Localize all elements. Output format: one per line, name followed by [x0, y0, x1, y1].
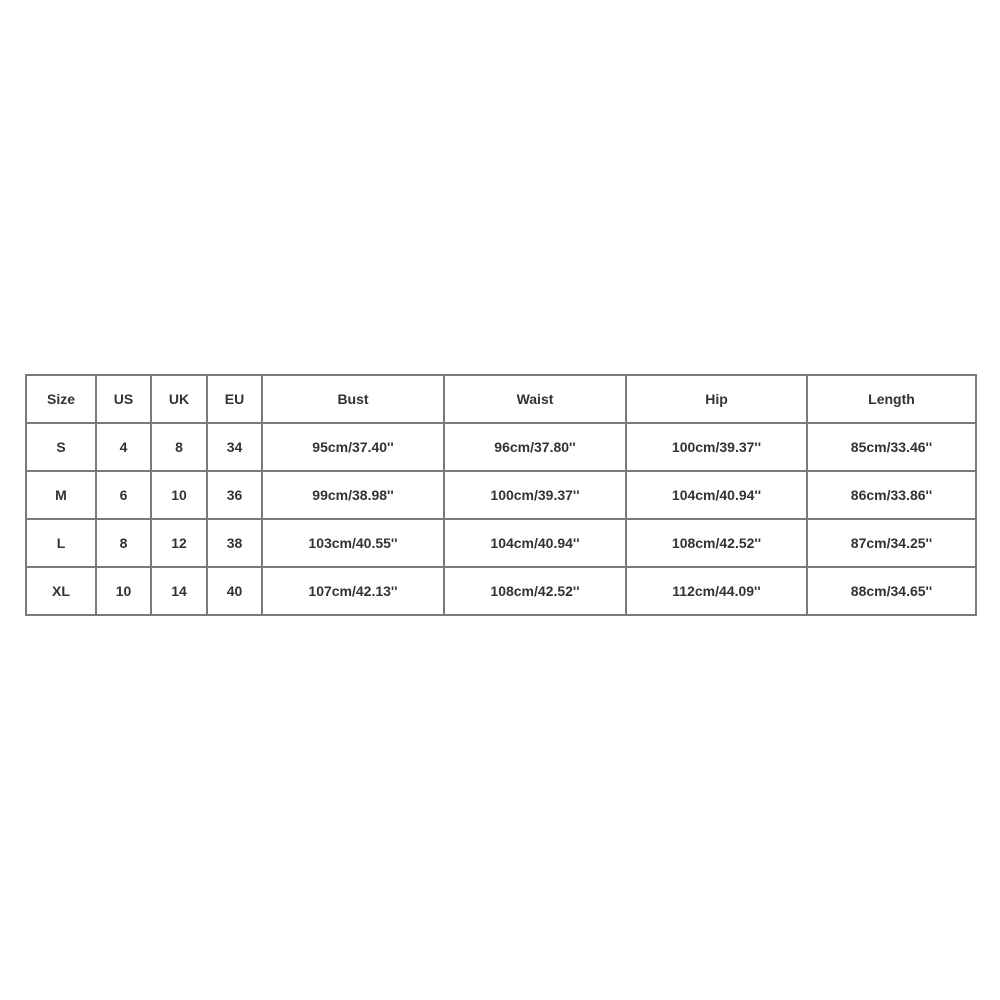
cell-eu: 36: [207, 471, 262, 519]
table-row: [26, 519, 976, 567]
header-waist: Waist: [444, 375, 626, 423]
cell-size: M: [26, 471, 96, 519]
cell-size: L: [26, 519, 96, 567]
cell-us: 4: [96, 423, 151, 471]
cell-waist: 104cm/40.94'': [444, 519, 626, 567]
cell-length: 88cm/34.65'': [807, 567, 976, 615]
cell-length: 86cm/33.86'': [807, 471, 976, 519]
header-uk: UK: [151, 375, 207, 423]
cell-waist: 100cm/39.37'': [444, 471, 626, 519]
cell-uk: 14: [151, 567, 207, 615]
table-row: [26, 471, 976, 519]
cell-us: 10: [96, 567, 151, 615]
cell-bust: 99cm/38.98'': [262, 471, 444, 519]
cell-us: 6: [96, 471, 151, 519]
cell-bust: 107cm/42.13'': [262, 567, 444, 615]
cell-bust: 95cm/37.40'': [262, 423, 444, 471]
cell-uk: 12: [151, 519, 207, 567]
header-eu: EU: [207, 375, 262, 423]
cell-eu: 34: [207, 423, 262, 471]
header-hip: Hip: [626, 375, 807, 423]
header-us: US: [96, 375, 151, 423]
header-row: [26, 375, 976, 423]
cell-eu: 40: [207, 567, 262, 615]
cell-hip: 104cm/40.94'': [626, 471, 807, 519]
cell-eu: 38: [207, 519, 262, 567]
cell-size: XL: [26, 567, 96, 615]
size-chart-table: [25, 374, 977, 616]
cell-waist: 108cm/42.52'': [444, 567, 626, 615]
cell-uk: 10: [151, 471, 207, 519]
table-row: [26, 423, 976, 471]
cell-waist: 96cm/37.80'': [444, 423, 626, 471]
header-bust: Bust: [262, 375, 444, 423]
cell-hip: 108cm/42.52'': [626, 519, 807, 567]
cell-size: S: [26, 423, 96, 471]
cell-length: 85cm/33.46'': [807, 423, 976, 471]
cell-hip: 100cm/39.37'': [626, 423, 807, 471]
cell-uk: 8: [151, 423, 207, 471]
table-row: [26, 567, 976, 615]
cell-hip: 112cm/44.09'': [626, 567, 807, 615]
cell-length: 87cm/34.25'': [807, 519, 976, 567]
cell-bust: 103cm/40.55'': [262, 519, 444, 567]
header-size: Size: [26, 375, 96, 423]
header-length: Length: [807, 375, 976, 423]
cell-us: 8: [96, 519, 151, 567]
